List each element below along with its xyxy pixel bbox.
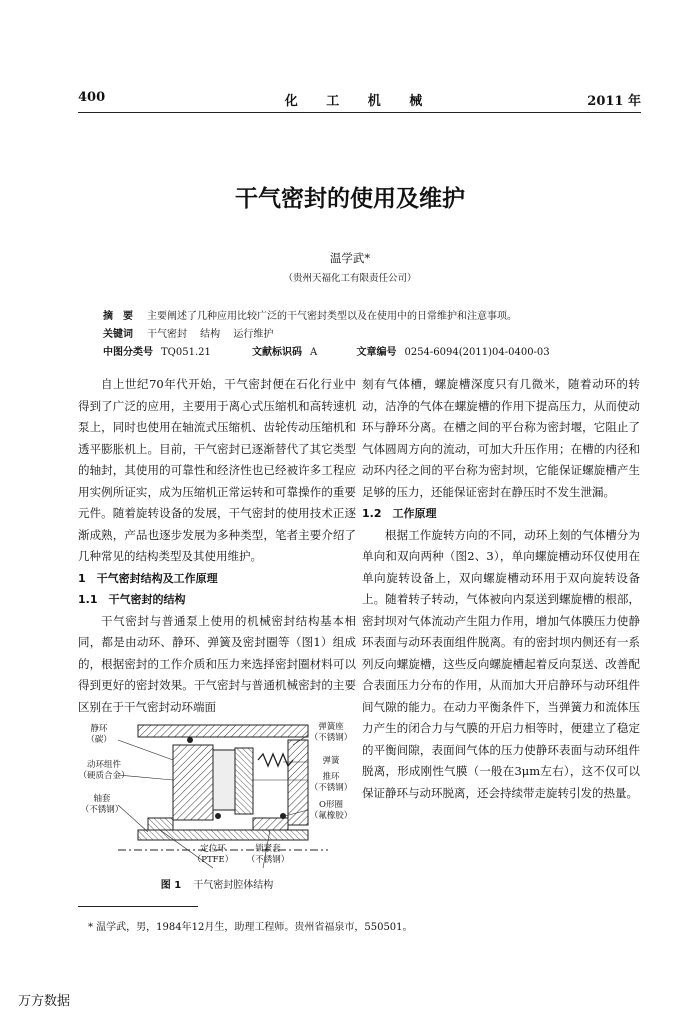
- section-heading-1: 1 干气密封结构及工作原理: [78, 571, 218, 585]
- label-locator-ring: 定位环 （PTFE）: [192, 844, 234, 865]
- housing-top: [138, 725, 308, 737]
- locator-ring-shape: [148, 818, 173, 830]
- running-header: [78, 90, 641, 113]
- label-locking-sleeve: 锁紧套 （不锈钢）: [246, 844, 290, 865]
- locking-sleeve-shape: [253, 818, 288, 830]
- push-ring-shape: [235, 748, 253, 814]
- figure-caption-text: 干气密封腔体结构: [193, 880, 274, 891]
- o-ring-icon: [187, 737, 193, 743]
- author: 温学武*: [329, 251, 371, 265]
- figure-caption-label: 图 1: [160, 880, 182, 891]
- label-o-ring: O形圈 （氟橡胶）: [309, 800, 353, 821]
- label-spring-seat: 弹簧座 （不锈钢）: [309, 722, 353, 743]
- label-shaft-sleeve: 轴套 （不锈钢）: [80, 794, 124, 815]
- keywords-label: 关键词: [103, 329, 133, 340]
- footnote-divider: [78, 906, 198, 907]
- doc-code-value: A: [310, 347, 318, 358]
- groove-paragraph: 刻有气体槽，螺旋槽深度只有几微米，随着动环的转动，洁净的气体在螺旋槽的作用下提高压力，从而使动环与静环分离。在槽之间的平台称为密封堰，它阻止了气体圆周方向的流动，可加大升压作用；在槽的内径和动环内径之间的平台称为密封坝，它能保证螺旋槽产生足够的压力，还能保证密封在静压时不发生泄漏。: [362, 377, 640, 499]
- section-heading-1-1: 1.1 干气密封的结构: [78, 593, 186, 606]
- keywords-text: 干气密封 结构 运行维护: [147, 329, 274, 340]
- right-column: [362, 374, 640, 804]
- left-column: [78, 374, 356, 718]
- principle-paragraph: 根据工作旋转方向的不同，动环上刻的气体槽分为单向和双向两种（图2、3），单向螺旋槽动环仅使用在单向旋转设备上，双向螺旋槽动环用于双向旋转设备上。随着转子转动，气体被向内泵送到螺旋槽的根部，密封坝对气体流动产生阻力作用，增加气体膜压力使静环表面与动环表面组件脱离。有的密封坝内侧还有一系列反向螺旋槽，这些反向螺旋槽起着反向泵送、改善配合表面压力分布的作用，从而加大开启静环与动环组件间气隙的能力。在动力平衡条件下，当弹簧力和流体压力产生的闭合力与气膜的开启力相等时，便建立了稳定的平衡间隙，表面间气体的压力使静环表面与动环组件脱离，形成刚性气膜（一般在3μm左右），这不仅可以保证静环与动环脱离，还会持续带走旋转引发的热量。: [362, 527, 640, 800]
- leader-line: [118, 740, 173, 760]
- abstract: [103, 307, 517, 322]
- classification-line: [103, 343, 550, 358]
- article-number-label: 文章编号: [356, 347, 397, 358]
- label-static-ring: 静环 （碳）: [86, 724, 112, 745]
- shaft-sleeve-shape: [138, 830, 308, 840]
- doc-code-label: 文献标识码: [252, 347, 303, 358]
- article-number-value: 0254-6094(2011)04-0400-03: [404, 347, 550, 358]
- keywords: [103, 325, 273, 340]
- spring-seat-shape: [288, 740, 308, 825]
- static-ring-shape: [213, 750, 235, 810]
- publication-year: 2011 年: [587, 94, 641, 109]
- structure-paragraph: 干气密封与普通泵上使用的机械密封结构基本相同，都是由动环、静环、弹簧及密封圈等（图1）组成的，根据密封的工作介质和压力来选择密封圈材料可以得到更好的密封效果。干气密封与普通机械密封的主要区别在于干气密封动环端面: [78, 613, 356, 714]
- figure-caption: [78, 876, 356, 891]
- intro-paragraph: 自上世纪70年代开始，干气密封便在石化行业中得到了广泛的应用，主要用于离心式压缩机和高转速机泵上，同时也使用在轴流式压缩机、齿轮传动压缩机和透平膨胀机上。目前，干气密封已逐渐替代了其它类型的轴封，其使用的可靠性和经济性也已经被许多工程应用实例所证实，成为压缩机正常运转和可靠操作的重要元件。随着旋转设备的发展，干气密封的使用技术正逐渐成熟，产品也逐步发展为多种类型，笔者主要介绍了几种常见的结构类型及其使用维护。: [78, 377, 356, 563]
- label-spring: 弹簧: [322, 756, 340, 766]
- clc-label: 中图分类号: [103, 347, 153, 358]
- author-footnote: * 温学武，男，1984年12月生，助理工程师。贵州省福泉市，550501。: [88, 922, 413, 933]
- label-push-ring: 推环 （不锈钢）: [309, 772, 353, 793]
- article-title: 干气密封的使用及维护: [235, 186, 465, 212]
- abstract-text: 主要阐述了几种应用比较广泛的干气密封类型以及在使用中的日常维护和注意事项。: [147, 311, 517, 322]
- figure-1: [78, 720, 356, 900]
- page-number: 400: [78, 90, 106, 105]
- clc-value: TQ051.21: [161, 347, 211, 358]
- o-ring-icon: [215, 813, 221, 819]
- affiliation: （贵州天福化工有限责任公司）: [283, 273, 417, 284]
- section-heading-1-2: 1.2 工作原理: [362, 507, 437, 520]
- watermark: 万方数据: [18, 994, 71, 1009]
- journal-name: 化 工 机 械: [284, 94, 435, 109]
- abstract-label: 摘 要: [103, 311, 133, 322]
- rotating-ring-shape: [173, 745, 213, 820]
- label-rotating-assembly: 动环组件 （硬质合金）: [78, 760, 130, 781]
